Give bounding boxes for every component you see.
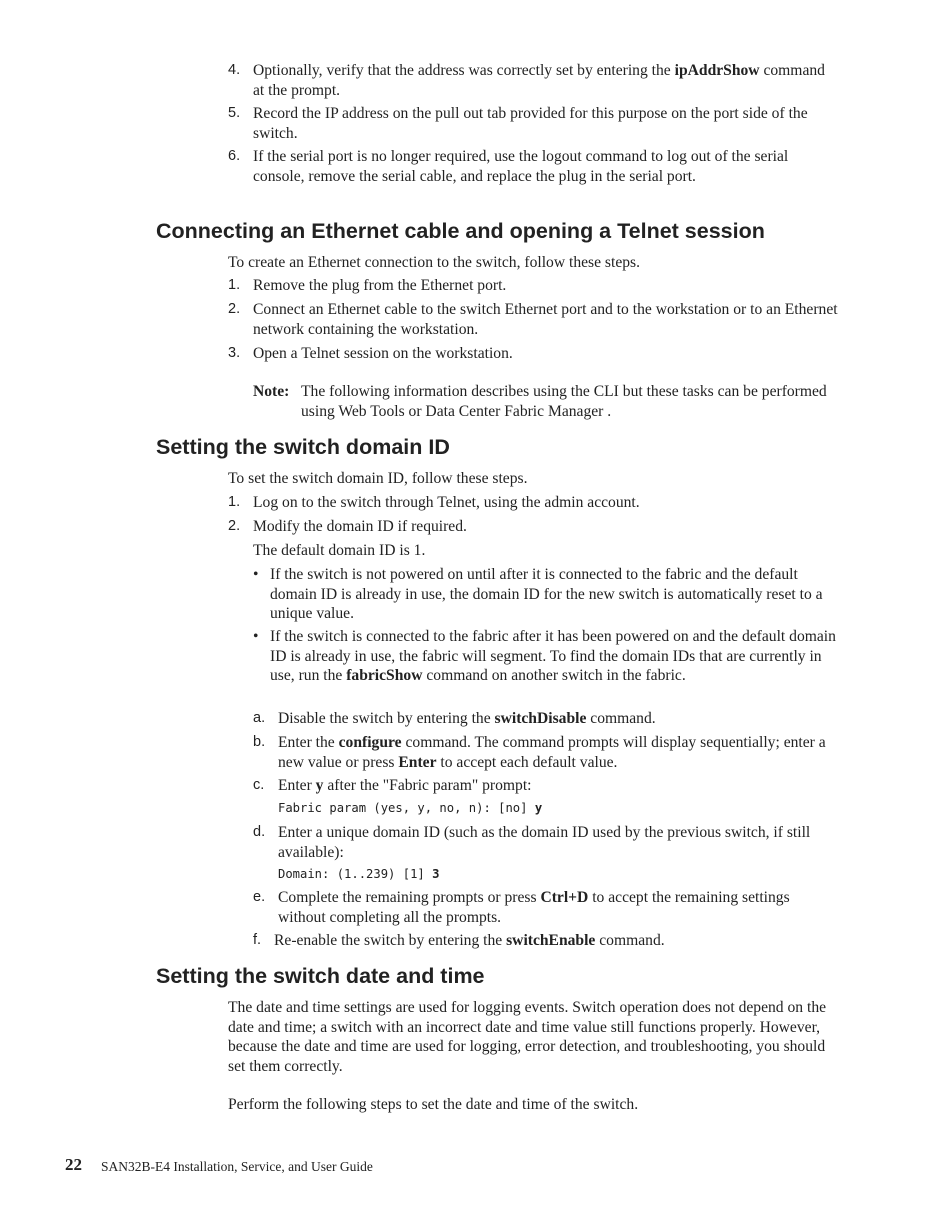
key-name: Ctrl+D: [540, 889, 589, 906]
code-input-value: y: [534, 801, 543, 815]
list-text: Optionally, verify that the address was correctly set by entering the ipAddrShow command at the prompt.: [253, 62, 825, 99]
bullet-text: If the switch is not powered on until after it is connected to the fabric and the default domain ID is already in use, the domain ID for the new switch is automatically reset to a unique value.: [270, 566, 823, 622]
section-heading-ethernet: Connecting an Ethernet cable and opening a Telnet session: [156, 219, 765, 243]
command-name: ipAddrShow: [674, 62, 760, 79]
step-letter: d.: [253, 824, 266, 840]
list-number: 6.: [228, 148, 241, 164]
step-text: Enter y after the "Fabric param" prompt:: [278, 777, 532, 794]
step-letter: e.: [253, 889, 266, 905]
intro-paragraph: To create an Ethernet connection to the switch, follow these steps.: [228, 254, 641, 271]
key-name: Enter: [398, 753, 437, 771]
list-number: 2.: [228, 518, 241, 534]
list-number: 3.: [228, 345, 241, 361]
date-time-steps-intro: Perform the following steps to set the date and time of the switch.: [228, 1096, 639, 1113]
step-text: Re-enable the switch by entering the switchEnable command.: [274, 932, 665, 949]
list-number: 5.: [228, 105, 241, 121]
command-name: switchEnable: [506, 932, 596, 949]
command-name: configure: [338, 734, 402, 751]
step-text: Enter the configure command. The command prompts will display sequentially; enter a new value or press Enter to accept each default value.: [278, 734, 826, 771]
code-domain: Domain: (1..239) [1] 3: [278, 867, 440, 881]
step-letter: f.: [253, 932, 262, 948]
list-number: 1.: [228, 277, 241, 293]
page-number: 22: [65, 1155, 82, 1174]
note-text: The following information describes using the CLI but these tasks can be performed using Web Tools or Data Center Fabric Manager .: [301, 383, 827, 420]
step-letter: a.: [253, 710, 266, 726]
list-text: Open a Telnet session on the workstation.: [253, 345, 513, 362]
list-text: Record the IP address on the pull out tab provided for this purpose on the port side of the switch.: [253, 105, 808, 142]
section-heading-domain-id: Setting the switch domain ID: [156, 435, 450, 459]
date-time-paragraph: The date and time settings are used for logging events. Switch operation does not depend on the date and time; a switch with an incorrect date and time value still functions properly. However, because the date and time are used for logging, error detection, and troubleshooting, you should set them correctly.: [228, 999, 827, 1075]
list-number: 1.: [228, 494, 241, 510]
code-input-value: 3: [432, 867, 440, 881]
bullet-dot-icon: •: [253, 566, 259, 583]
bullet-text: If the switch is connected to the fabric after it has been powered on and the default domain ID is already in use, the fabric will segment. To find the domain IDs that are currently in use, run the fabricShow command on another switch in the fabric.: [270, 628, 836, 684]
footer-title: SAN32B-E4 Installation, Service, and User Guide: [101, 1159, 373, 1174]
list-text: If the serial port is no longer required, use the logout command to log out of the serial console, remove the serial cable, and replace the plug in the serial port.: [253, 148, 789, 185]
list-number: 2.: [228, 301, 241, 317]
list-text: Modify the domain ID if required.: [253, 518, 467, 535]
step-text: Disable the switch by entering the switchDisable command.: [278, 710, 656, 727]
step-letter: b.: [253, 734, 266, 750]
list-text: Remove the plug from the Ethernet port.: [253, 277, 507, 294]
step-text: Enter a unique domain ID (such as the domain ID used by the previous switch, if still available):: [278, 824, 811, 861]
step-text: Complete the remaining prompts or press Ctrl+D to accept the remaining settings without completing all the prompts.: [278, 889, 790, 926]
input-value: y: [315, 777, 324, 794]
note-label: Note:: [253, 383, 290, 400]
section-heading-date-time: Setting the switch date and time: [156, 964, 485, 988]
default-domain-text: The default domain ID is 1.: [253, 542, 426, 559]
intro-paragraph: To set the switch domain ID, follow these steps.: [228, 470, 528, 487]
command-name: fabricShow: [346, 667, 423, 684]
code-fabric-param: Fabric param (yes, y, no, n): [no] y: [278, 801, 543, 815]
step-letter: c.: [253, 777, 265, 793]
command-name: switchDisable: [494, 710, 587, 727]
list-number: 4.: [228, 62, 241, 78]
bullet-dot-icon: •: [253, 628, 259, 645]
list-text: Log on to the switch through Telnet, using the admin account.: [253, 494, 640, 511]
list-text: Connect an Ethernet cable to the switch Ethernet port and to the workstation or to an Ethernet network containing the workstation.: [253, 301, 838, 338]
